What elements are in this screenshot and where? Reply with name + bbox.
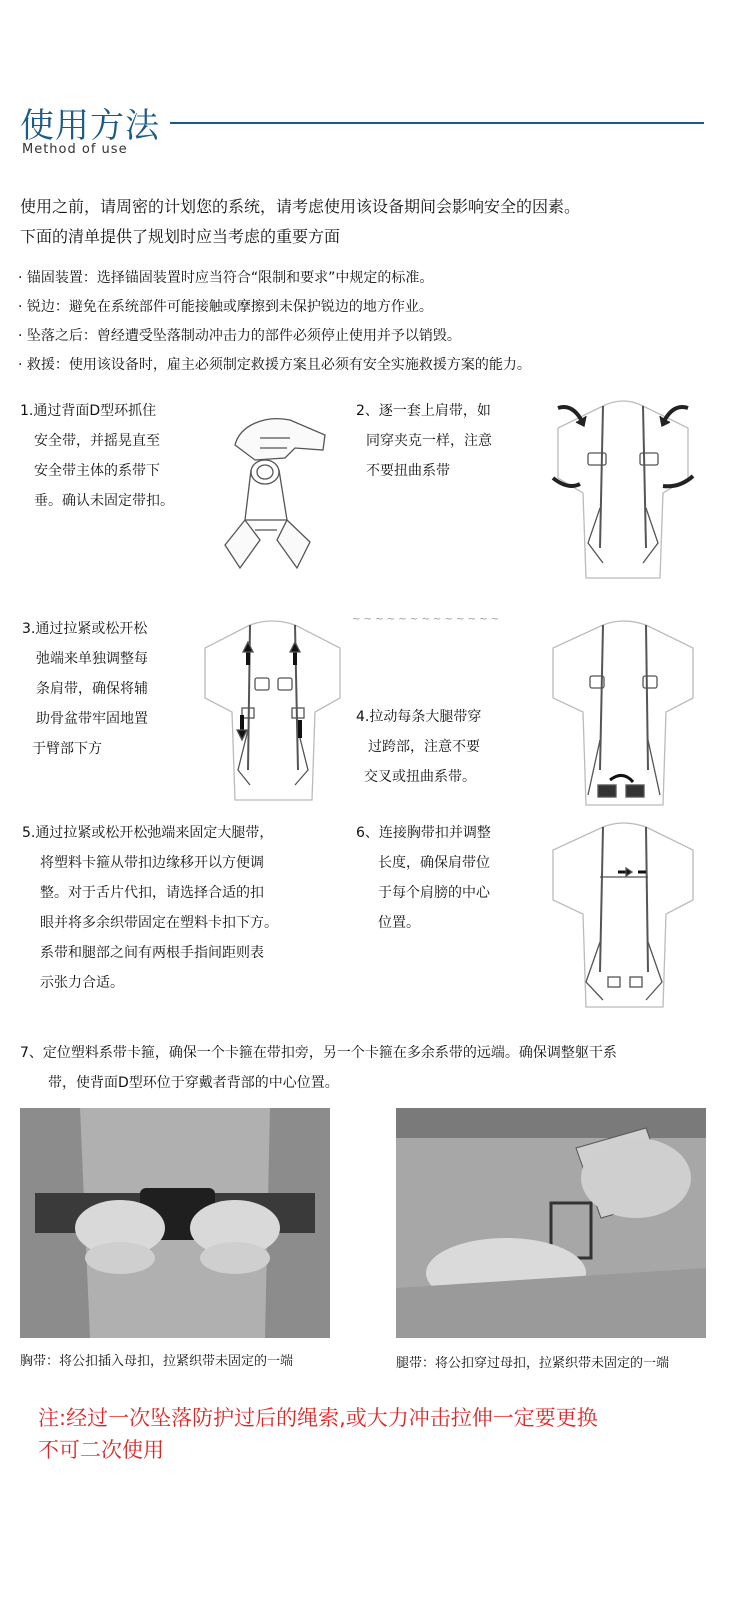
cropped-text-fragment: ~ ~ ~ ~ ~ ~ ~ ~ ~ ~ ~ ~ ~ — [352, 614, 500, 625]
step-5-line: 将塑料卡箍从带扣边缘移开以方便调 — [40, 855, 264, 871]
warning-note-line-1: 注:经过一次坠落防护过后的绳索,或大力冲击拉伸一定要更换 — [38, 1406, 598, 1430]
leg-strap-caption: 腿带：将公扣穿过母扣，拉紧织带未固定的一端 — [396, 1356, 670, 1371]
step-5-text — [22, 818, 278, 998]
step-4-line: 4.拉动每条大腿带穿 — [356, 709, 482, 725]
list-item-after-fall: · 坠落之后：曾经遭受坠落制动冲击力的部件必须停止使用并予以销毁。 — [18, 328, 461, 344]
list-item-rescue: · 救援：使用该设备时，雇主必须制定救援方案且必须有安全实施救援方案的能力。 — [18, 357, 531, 373]
step-7-line: 带，使背面D型环位于穿戴者背部的中心位置。 — [48, 1075, 339, 1091]
step-5-line: 眼并将多余织带固定在塑料卡扣下方。 — [40, 915, 278, 931]
step-1-line: 安全带，并摇晃直至 — [34, 433, 160, 449]
intro-line-2: 下面的清单提供了规划时应当考虑的重要方面 — [20, 227, 341, 246]
step-1-line: 1.通过背面D型环抓住 — [20, 403, 157, 419]
step-3-line: 弛端来单独调整每 — [36, 651, 148, 667]
list-item-sharp-edges: · 锐边：避免在系统部件可能接触或摩擦到未保护锐边的地方作业。 — [18, 299, 433, 315]
step-6-illustration — [548, 822, 698, 1012]
step-3-line: 于臂部下方 — [32, 741, 102, 757]
step-6-line: 长度，确保肩带位 — [378, 855, 490, 871]
step-4-line: 过跨部，注意不要 — [368, 739, 480, 755]
step-5-line: 示张力合适。 — [40, 975, 124, 991]
step-5-line: 系带和腿部之间有两根手指间距则表 — [40, 945, 264, 961]
step-6-line: 于每个肩膀的中心 — [378, 885, 490, 901]
step-2-line: 同穿夹克一样，注意 — [366, 433, 492, 449]
step-4-line: 交叉或扭曲系带。 — [364, 769, 476, 785]
step-3-line: 条肩带，确保将辅 — [36, 681, 148, 697]
step-3-illustration — [200, 620, 345, 805]
leg-strap-photo — [396, 1108, 706, 1342]
page-subtitle: Method of use — [22, 142, 128, 157]
step-4-text — [356, 702, 481, 792]
step-3-line: 助骨盆带牢固地置 — [36, 711, 148, 727]
step-2-text — [356, 396, 492, 486]
step-6-line: 6、连接胸带扣并调整 — [356, 825, 491, 841]
step-2-line: 2、逐一套上肩带，如 — [356, 403, 491, 419]
step-2-illustration — [548, 398, 698, 583]
intro-paragraph — [20, 192, 720, 252]
chest-strap-caption: 胸带：将公扣插入母扣，拉紧织带未固定的一端 — [20, 1354, 294, 1369]
step-1-line: 垂。确认未固定带扣。 — [34, 493, 174, 509]
step-1-text — [20, 396, 174, 516]
step-6-text — [356, 818, 491, 938]
chest-buckle-photo — [20, 1108, 330, 1342]
title-divider — [170, 122, 704, 124]
step-7-line: 7、定位塑料系带卡箍，确保一个卡箍在带扣旁，另一个卡箍在多余系带的远端。确保调整躯干系 — [20, 1045, 617, 1061]
step-7-text — [20, 1038, 617, 1098]
warning-note-line-2: 不可二次使用 — [38, 1438, 164, 1462]
step-5-line: 整。对于舌片代扣，请选择合适的扣 — [40, 885, 264, 901]
warning-note — [38, 1402, 718, 1466]
considerations-list — [18, 264, 738, 380]
step-5-line: 5.通过拉紧或松开松弛端来固定大腿带， — [22, 825, 274, 841]
page-title: 使用方法 — [20, 106, 160, 146]
step-1-line: 安全带主体的系带下 — [34, 463, 160, 479]
step-3-line: 3.通过拉紧或松开松 — [22, 621, 148, 637]
intro-line-1: 使用之前，请周密的计划您的系统，请考虑使用该设备期间会影响安全的因素。 — [20, 197, 581, 216]
step-1-illustration — [215, 410, 335, 575]
step-3-text — [22, 614, 148, 764]
list-item-anchorage: · 锚固装置：选择锚固装置时应当符合“限制和要求”中规定的标准。 — [18, 270, 434, 286]
step-2-line: 不要扭曲系带 — [366, 463, 450, 479]
step-4-illustration — [548, 620, 698, 810]
step-6-line: 位置。 — [378, 915, 420, 931]
